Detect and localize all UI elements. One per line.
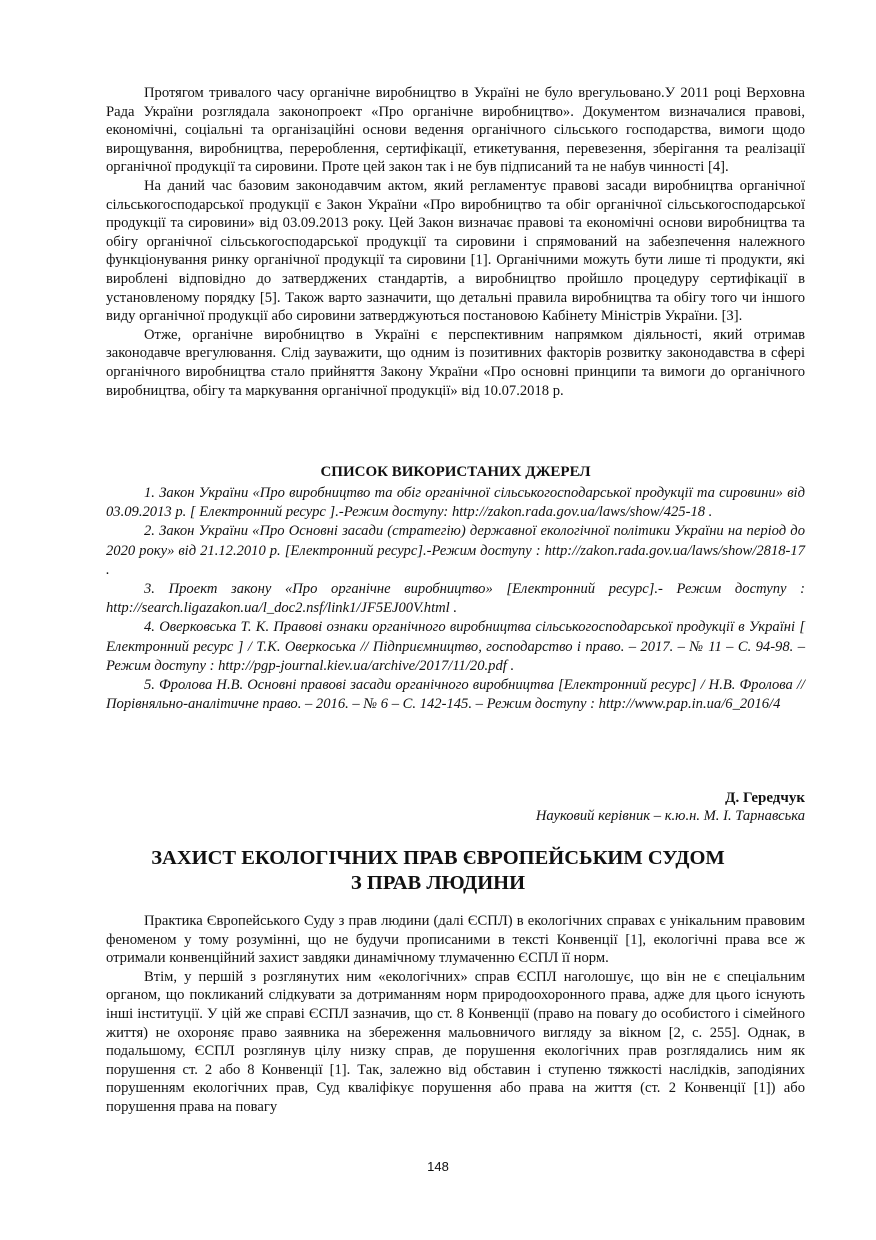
paragraph-2: На даний час базовим законодавчим актом, який регламентує правові засади виробництва органічної сільськогосподарської продукції є Закон України «Про виробництво та обіг органічної сільськогосподарської продукції та сировини» від 03.09.2013 року. Цей Закон визначає правові та економічні основи виробництва та обігу органічної сільськогосподарської продукції та сировини і спрямований на забезпечення належного функціонування ринку органічної продукції та сировини [1]. Органічними можуть бути лише ті продукти, які вироблені відповідно до затверджених стандартів, а виробництво пройшло процедуру сертифікації в установленому порядку [5]. Також варто зазначити, що детальні правила виробництва та обігу того чи іншого виду органічної продукції або сировини затверджуються постановою Кабінету Міністрів України. [3]. bbox=[106, 177, 805, 325]
reference-item: 5. Фролова Н.В. Основні правові засади органічного виробництва [Електронний ресурс] / Н.В. Фролова // Порівняльно-аналітичне право. – 2016. – № 6 – С. 142-145. – Режим доступу : http://www.pap.in.ua/6_2016/4 bbox=[106, 677, 805, 713]
reference-item: 2. Закон України «Про Основні засади (стратегію) державної екологічної політики України на період до 2020 року» від 21.12.2010 р. [Електронний ресурс].-Режим доступу : http://zakon.rada.gov.ua/laws/show/2818-17 . bbox=[106, 523, 805, 578]
references-title: СПИСОК ВИКОРИСТАНИХ ДЖЕРЕЛ bbox=[320, 464, 591, 480]
reference-item: 3. Проект закону «Про органічне виробництво» [Електронний ресурс].- Режим доступу : http://search.ligazakon.ua/l_doc2.nsf/link1/JF5EJ00V.html . bbox=[106, 581, 805, 617]
article-paragraph-1: Практика Європейського Суду з прав людини (далі ЄСПЛ) в екологічних справах є унікальним правовим феноменом у тому розумінні, що не будучи прописаними в тексті Конвенції [1], екологічні права все ж отримали конвенційний захист завдяки динамічному тлумаченню ЄСПЛ її норм. bbox=[106, 913, 805, 967]
article-body bbox=[106, 912, 805, 1117]
paragraph-1: Протягом тривалого часу органічне виробництво в Україні не було врегульовано.У 2011 році Верховна Рада України розглядала законопроект «Про органічне виробництво». Документом визначалися правові, економічні, соціальні та організаційні основи ведення органічного сільського господарства, вимоги щодо вирощування, виробництва, перероблення, сертифікації, етикетування, перевезення, зберігання та реалізації органічної продукції та сировини. Проте цей закон так і не був підписаний та не набув чинності [4]. bbox=[106, 85, 805, 176]
article-title-line-1: ЗАХИСТ ЕКОЛОГІЧНИХ ПРАВ ЄВРОПЕЙСЬКИМ СУДОМ bbox=[151, 847, 725, 869]
page-number: 148 bbox=[427, 1159, 449, 1174]
article-paragraph-2: Втім, у першій з розглянутих ним «екологічних» справ ЄСПЛ наголошує, що він не є спеціальним органом, що покликаний слідкувати за дотриманням норм природоохоронного права, адже для цього існують інші інституції. У цій же справі ЄСПЛ зазначив, що ст. 8 Конвенції (право на повагу до особистого і сімейного життя) не охороняє право заявника на збереження мальовничого вигляду за вікном [2, с. 255]. Однак, в подальшому, ЄСПЛ розглянув цілу низку справ, де порушення екологічних прав розглядались ним як порушення ст. 2 або 8 Конвенції [1]. Так, залежно від обставин і ступеню тяжкості наслідків, заподіяних порушенням екологічних прав, Суд кваліфікує порушення або права на життя (ст. 2 Конвенції [1]) або порушення права на повагу bbox=[106, 968, 805, 1115]
references-list bbox=[106, 484, 805, 714]
advisor-line: Науковий керівник – к.ю.н. М. І. Тарнавська bbox=[535, 808, 805, 824]
paragraph-3: Отже, органічне виробництво в Україні є перспективним напрямком діяльності, який отримав законодавче врегулювання. Слід зауважити, що одним із позитивних факторів розвитку законодавства в сфері органічного виробництва стало прийняття Закону України «Про основні принципи та вимоги до органічного виробництва, обігу та маркування органічної продукції» від 10.07.2018 р. bbox=[106, 326, 805, 399]
article-title bbox=[80, 846, 796, 896]
reference-item: 4. Оверковська Т. К. Правові ознаки органічного виробництва сільськогосподарської продукції в Україні [ Електронний ресурс ] / Т.К. Оверкоська // Підприємництво, господарство і право. – 2017. – № 11 – С. 94-98. – Режим доступу : http://pgp-journal.kiev.ua/archive/2017/11/20.pdf . bbox=[106, 619, 805, 674]
article-title-line-2: З ПРАВ ЛЮДИНИ bbox=[350, 872, 526, 894]
reference-item: 1. Закон України «Про виробництво та обіг органічної сільськогосподарської продукції та сировини» від 03.09.2013 р. [ Електронний ресурс ].-Режим доступу: http://zakon.rada.gov.ua/laws/show/425-18 . bbox=[106, 485, 805, 521]
author-name: Д. Гередчук bbox=[725, 790, 805, 806]
body-text bbox=[106, 84, 805, 400]
